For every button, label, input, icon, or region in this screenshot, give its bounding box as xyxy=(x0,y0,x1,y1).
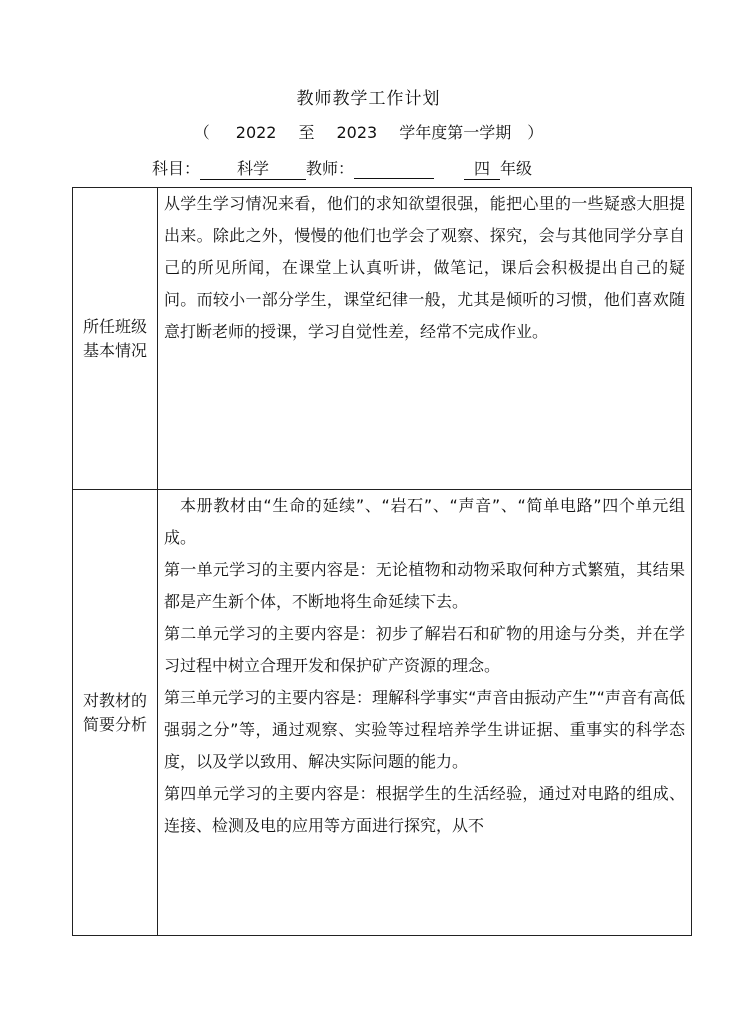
page-title: 教师教学工作计划 xyxy=(296,89,441,109)
close-paren: ） xyxy=(527,123,544,142)
subject-label: 科目： xyxy=(152,159,201,178)
meta-line xyxy=(152,156,532,180)
row-content-cell xyxy=(158,490,692,936)
teacher-label: 教师： xyxy=(306,159,355,178)
row-content-cell xyxy=(158,188,692,490)
to-word: 至 xyxy=(298,123,315,142)
content-paragraph: 本册教材由“生命的延续”、“岩石”、“声音”、“简单电路”四个单元组成。 xyxy=(164,496,685,547)
term-line xyxy=(0,120,737,143)
teacher-value xyxy=(354,159,434,179)
term-text: 学年度第一学期 xyxy=(399,123,512,142)
plan-table xyxy=(72,187,692,936)
subject-value: 科学 xyxy=(200,156,306,180)
table-row xyxy=(73,490,692,936)
content-paragraph: 第三单元学习的主要内容是：理解科学事实“声音由振动产生”“声音有高低强弱之分”等，通过观察、实验等过程培养学生讲证据、重事实的科学态度，以及学以致用、解决实际问题的能力。 xyxy=(164,688,685,771)
row-label: 所任班级基本情况 xyxy=(83,316,148,360)
end-year: 2023 xyxy=(336,123,378,142)
grade-label: 年级 xyxy=(500,159,533,178)
open-paren: （ xyxy=(193,123,210,142)
content-paragraph: 第二单元学习的主要内容是：初步了解岩石和矿物的用途与分类，并在学习过程中树立合理开发和保护矿产资源的理念。 xyxy=(164,624,685,675)
row-label-cell xyxy=(73,188,158,490)
content-paragraph: 第一单元学习的主要内容是：无论植物和动物采取何种方式繁殖，其结果都是产生新个体，不断地将生命延续下去。 xyxy=(164,560,685,611)
content-paragraph: 从学生学习情况来看，他们的求知欲望很强，能把心里的一些疑惑大胆提出来。除此之外，慢慢的他们也学会了观察、探究，会与其他同学分享自己的所见所闻，在课堂上认真听讲，做笔记，课后会积极提出自己的疑问。而较小一部分学生，课堂纪律一般，尤其是倾听的习惯，他们喜欢随意打断老师的授课，学习自觉性差，经常不完成作业。 xyxy=(164,194,685,341)
content-paragraph: 第四单元学习的主要内容是：根据学生的生活经验，通过对电路的组成、连接、检测及电的应用等方面进行探究，从不 xyxy=(164,784,685,835)
table-row xyxy=(73,188,692,490)
row-label: 对教材的简要分析 xyxy=(83,690,148,734)
start-year: 2022 xyxy=(235,123,277,142)
row-label-cell xyxy=(73,490,158,936)
grade-value: 四 xyxy=(464,156,500,180)
